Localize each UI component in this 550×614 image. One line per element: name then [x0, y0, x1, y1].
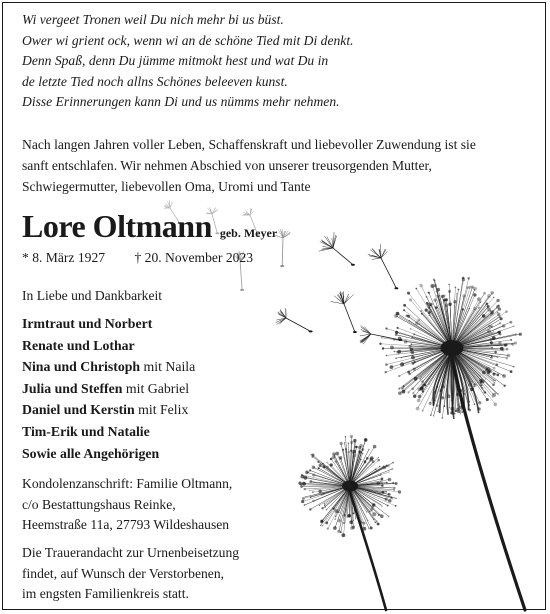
relative-entry — [22, 378, 195, 400]
floating-seed — [331, 291, 357, 333]
address-line: c/o Bestattungshaus Reinke, — [22, 496, 176, 512]
life-dates — [22, 250, 253, 266]
deceased-name: Lore Oltmann — [22, 208, 212, 244]
closing-text — [22, 543, 239, 605]
intro-line: Schwiegermutter, liebevollen Oma, Uromi und Tante — [22, 179, 311, 194]
floating-seed — [319, 232, 355, 266]
intro-line: Nach langen Jahren voller Leben, Schaffenskraft und liebevoller Zuwendung ist sie — [22, 137, 476, 152]
poem-line: de letzte Tied noch allns Schönes beleeven kunst. — [22, 73, 288, 89]
relative-names: Renate und Lothar — [22, 337, 135, 353]
relative-names: Daniel und Kerstin — [22, 402, 135, 418]
maiden-name: geb. Meyer — [219, 226, 278, 240]
intro-text — [22, 134, 476, 197]
floating-seed — [276, 308, 313, 332]
poem-line: Ower wi grient ock, wenn wi an de schöne Tied mit Di denkt. — [22, 32, 354, 48]
poem — [22, 10, 354, 113]
floating-seed — [368, 244, 399, 289]
relative-entry — [22, 421, 195, 443]
dandelion-head — [379, 277, 522, 419]
birth-date: * 8. März 1927 — [22, 250, 106, 265]
relative-entry — [22, 399, 195, 421]
poem-line: Wi vergeet Tronen weil Du nich mehr bi us büst. — [22, 12, 284, 27]
address-line: Heemstraße 11a, 27793 Wildeshausen — [22, 517, 230, 532]
relative-names: Irmtraut und Norbert — [22, 316, 153, 331]
relative-extra: mit Felix — [134, 402, 189, 418]
love-line: In Liebe und Dankbarkeit — [22, 288, 163, 303]
deceased-name-row — [22, 208, 277, 245]
relatives-list — [22, 313, 195, 464]
dandelion-stem — [452, 360, 525, 610]
poem-line: Denn Spaß, denn Du jümme mitmokt hest und wat Du in — [22, 53, 329, 68]
relative-names: Sowie alle Angehörigen — [22, 445, 160, 461]
dandelion-head — [298, 435, 401, 537]
closing-line: im engsten Familienkreis statt. — [22, 586, 189, 601]
condolence-address — [22, 474, 232, 536]
relative-entry — [22, 356, 195, 378]
relative-names: Tim-Erik und Natalie — [22, 423, 150, 439]
relative-entry — [22, 443, 195, 465]
poem-line: Disse Erinnerungen kann Di und us nümms mehr nehmen. — [22, 94, 340, 109]
relative-entry — [22, 335, 195, 357]
relative-entry — [22, 313, 195, 335]
relative-names: Julia und Steffen — [22, 380, 123, 396]
closing-line: Die Trauerandacht zur Urnenbeisetzung — [22, 545, 240, 560]
relative-extra: mit Gabriel — [122, 380, 190, 396]
death-date: † 20. November 2023 — [134, 250, 254, 265]
relative-extra: mit Naila — [140, 359, 196, 375]
closing-line: findet, auf Wunsch der Verstorbenen, — [22, 565, 225, 581]
floating-seed — [275, 229, 291, 267]
intro-line: sanft entschlafen. Wir nehmen Abschied von unserer treusorgenden Mutter, — [22, 158, 432, 173]
relative-names: Nina und Christoph — [22, 359, 141, 375]
address-line: Kondolenzanschrift: Familie Oltmann, — [22, 476, 233, 491]
